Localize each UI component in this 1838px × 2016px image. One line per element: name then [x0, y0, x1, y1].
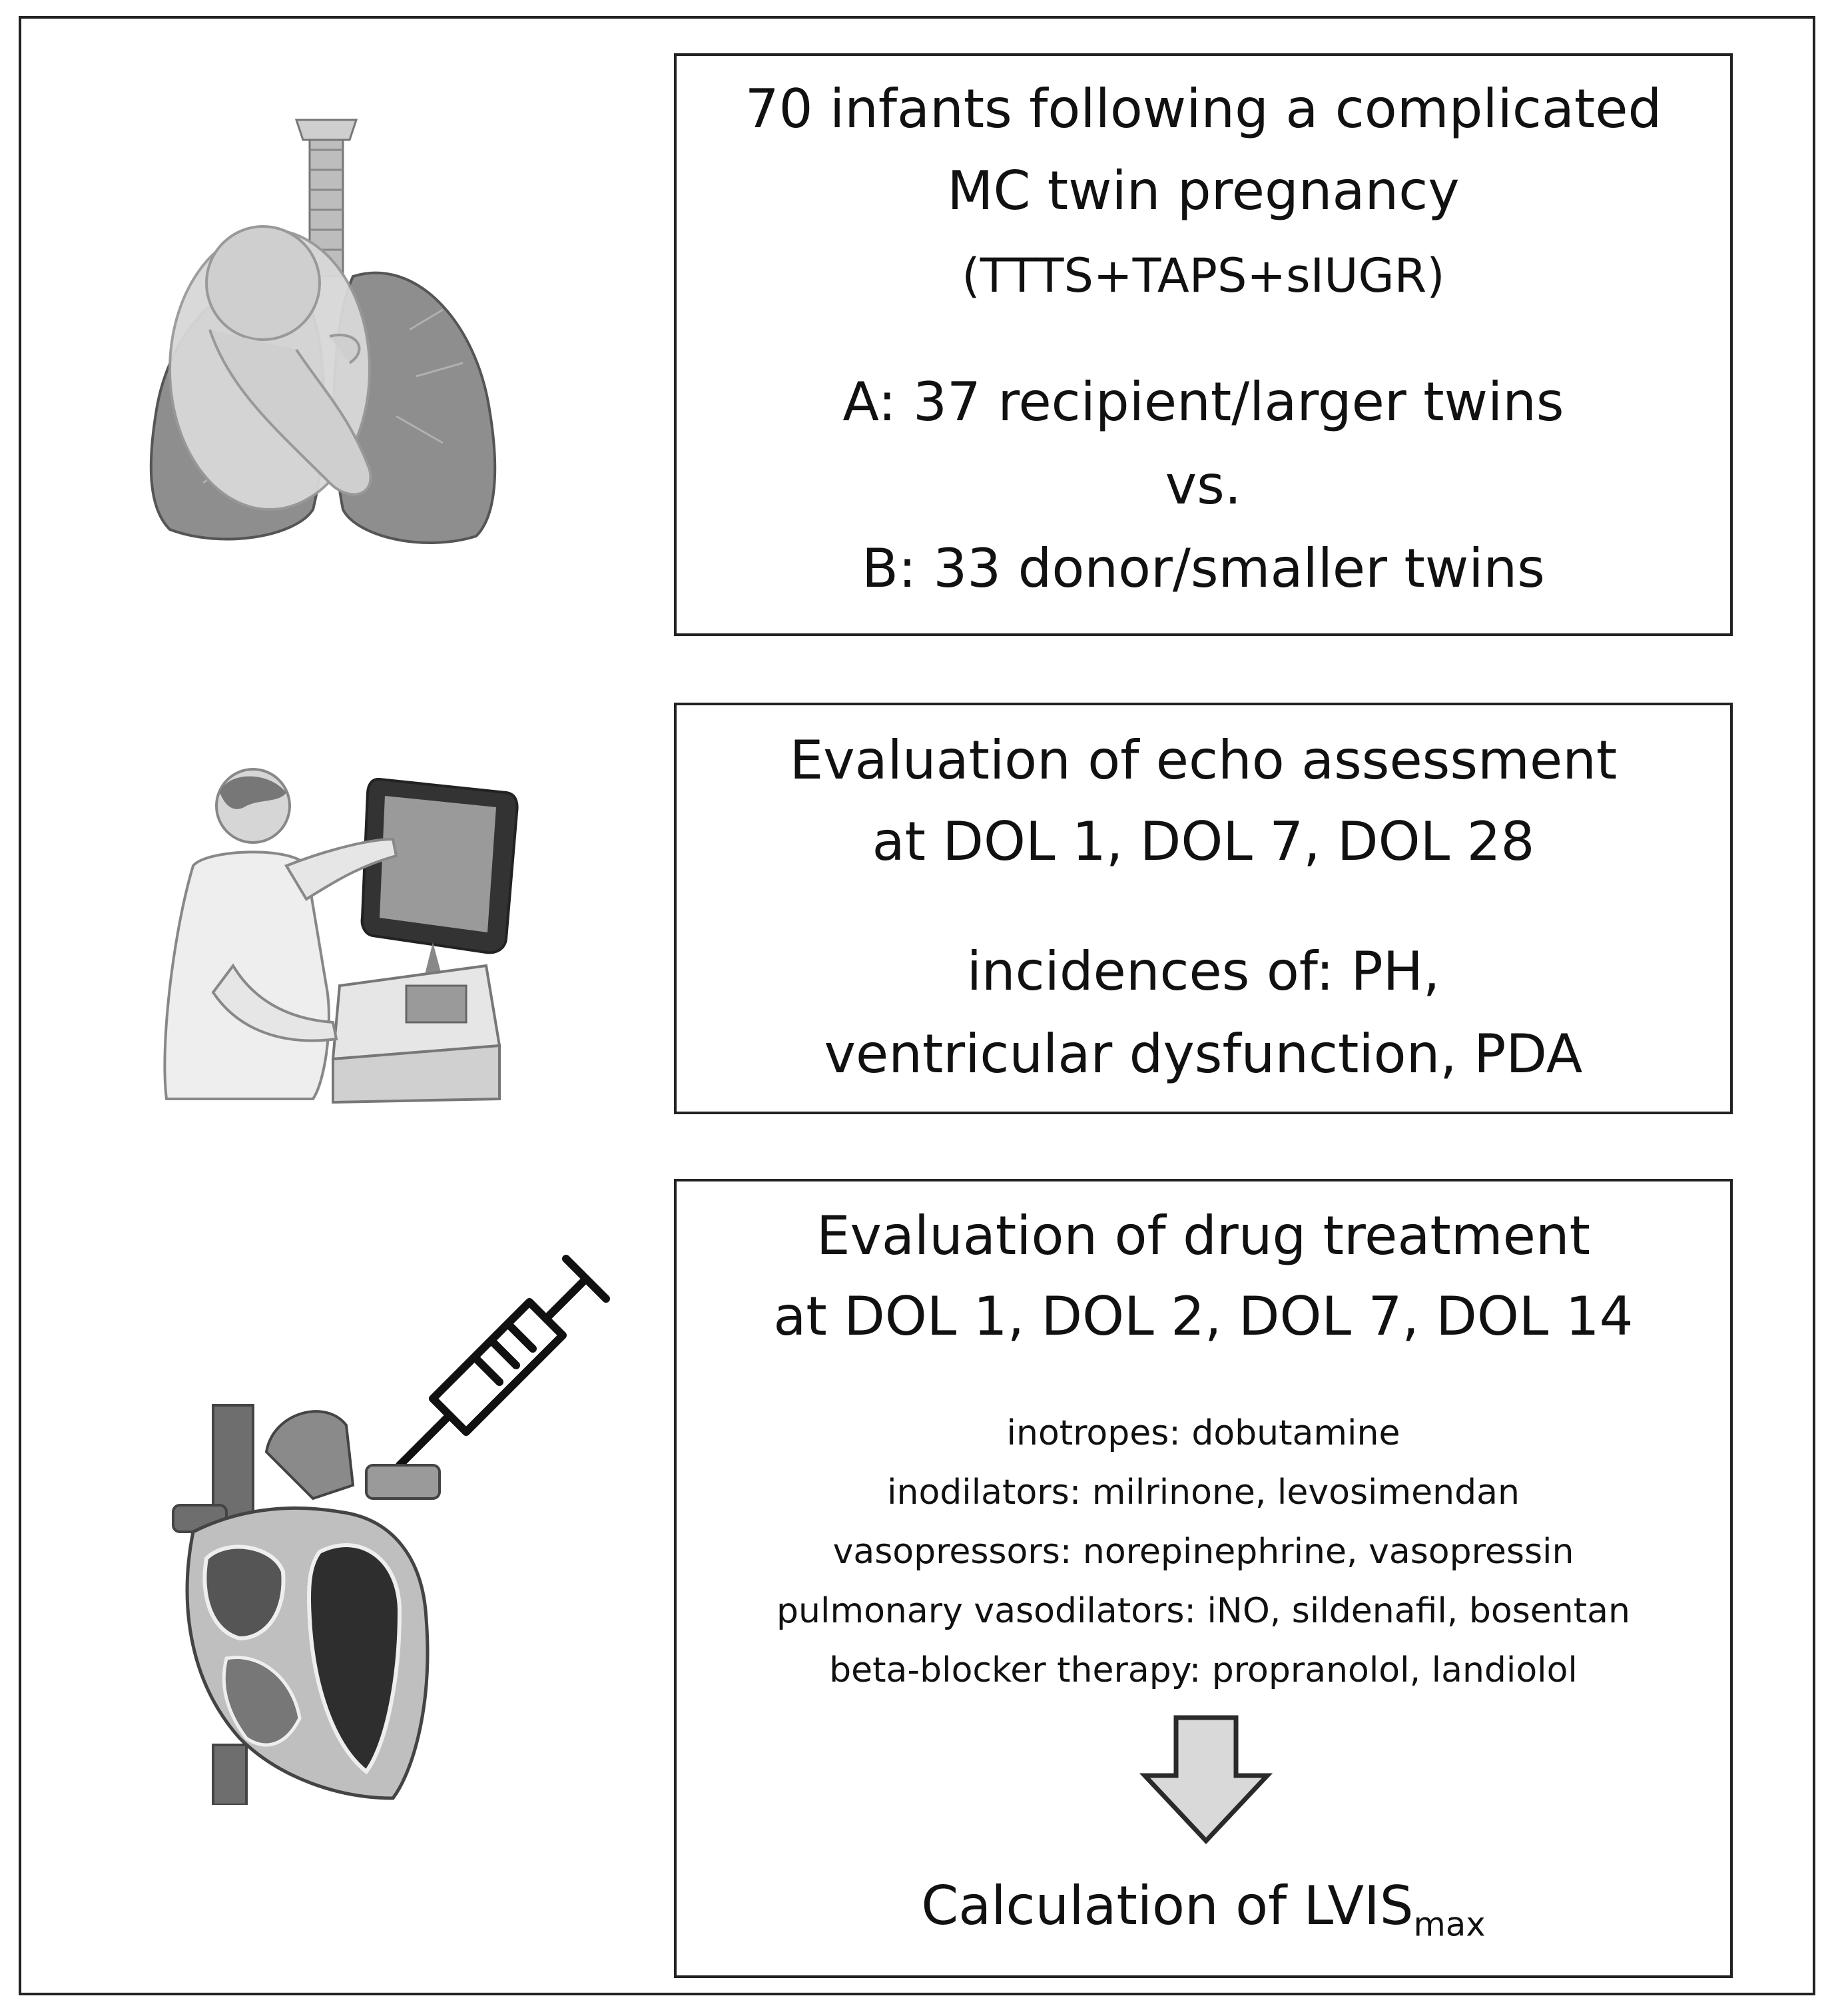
fetus-in-lungs-icon: [130, 110, 516, 556]
lvis-result-main: Calculation of LVIS: [921, 1875, 1414, 1937]
lvis-result: [677, 1875, 1730, 1944]
cohort-title-line1: 70 infants following a complicated: [745, 78, 1662, 140]
heart-icon: [166, 1399, 460, 1805]
drug-item: vasopressors: norepinephrine, vasopressin: [832, 1532, 1574, 1572]
drug-timepoints: at DOL 1, DOL 2, DOL 7, DOL 14: [773, 1285, 1634, 1347]
group-a-letter: A: [842, 371, 878, 433]
drug-item: pulmonary vasodilators: iNO, sildenafil, bosentan: [776, 1591, 1630, 1631]
down-arrow-icon: [1139, 1714, 1273, 1848]
drug-item: beta-blocker therapy: propranolol, landiolol: [829, 1650, 1578, 1690]
group-b-letter: B: [862, 537, 899, 599]
echo-incidences-line2: ventricular dysfunction, PDA: [824, 1023, 1583, 1085]
drug-item: inodilators: milrinone, levosimendan: [887, 1473, 1520, 1512]
group-a-text: : 37 recipient/larger twins: [878, 371, 1564, 433]
cohort-title-line2: MC twin pregnancy: [947, 160, 1460, 222]
drug-box: [674, 1179, 1733, 1978]
echo-incidences-line1: incidences of: PH,: [966, 940, 1440, 1002]
drug-title: Evaluation of drug treatment: [816, 1205, 1590, 1267]
cohort-subtitle: (TTTS+TAPS+sIUGR): [962, 248, 1445, 303]
group-b-text: : 33 donor/smaller twins: [898, 537, 1545, 599]
echo-timepoints: at DOL 1, DOL 7, DOL 28: [872, 811, 1535, 872]
echo-operator-icon: [153, 766, 526, 1106]
echo-title: Evaluation of echo assessment: [789, 729, 1618, 791]
lvis-result-subscript: max: [1413, 1905, 1486, 1944]
drug-item: inotropes: dobutamine: [1006, 1413, 1400, 1453]
versus-label: vs.: [1165, 454, 1242, 516]
cohort-box: [674, 53, 1733, 636]
echo-box: [674, 703, 1733, 1114]
group-a-line: [677, 371, 1730, 433]
group-b-line: [677, 537, 1730, 599]
